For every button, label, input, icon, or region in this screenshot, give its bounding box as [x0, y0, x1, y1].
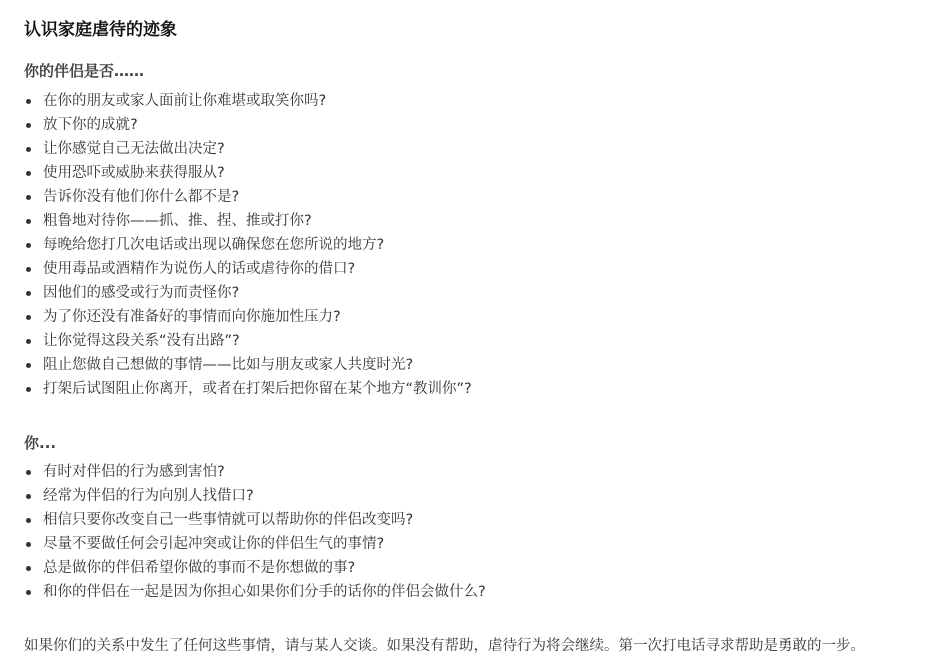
bullet-icon — [26, 219, 31, 224]
list-item — [24, 185, 472, 209]
list-item-text: 让你感觉自己无法做出决定? — [43, 141, 225, 157]
bullet-icon — [26, 243, 31, 248]
list-item-text: 和你的伴侣在一起是因为你担心如果你们分手的话你的伴侣会做什么? — [43, 584, 486, 600]
list-item-text: 为了你还没有准备好的事情而向你施加性压力? — [43, 309, 341, 325]
list-item-text: 放下你的成就? — [43, 117, 138, 133]
list-item-text: 打架后试图阻止你离开，或者在打架后把你留在某个地方“教训你”? — [43, 381, 472, 397]
bullet-icon — [26, 123, 31, 128]
list-item — [24, 257, 472, 281]
list-item — [24, 580, 486, 604]
bullet-icon — [26, 99, 31, 104]
list-item — [24, 532, 486, 556]
bullet-icon — [26, 590, 31, 595]
self-signs-list — [24, 460, 486, 604]
list-item — [24, 460, 486, 484]
bullet-icon — [26, 542, 31, 547]
partner-section-heading: 你的伴侣是否…… — [24, 62, 145, 80]
list-item — [24, 556, 486, 580]
list-item-text: 有时对伴侣的行为感到害怕? — [43, 464, 225, 480]
bullet-icon — [26, 518, 31, 523]
bullet-icon — [26, 387, 31, 392]
list-item — [24, 209, 472, 233]
list-item-text: 使用毒品或酒精作为说伤人的话或虐待你的借口? — [43, 261, 356, 277]
list-item-text: 使用恐吓或威胁来获得服从? — [43, 165, 225, 181]
list-item — [24, 89, 472, 113]
list-item — [24, 113, 472, 137]
bullet-icon — [26, 147, 31, 152]
list-item — [24, 484, 486, 508]
list-item-text: 经常为伴侣的行为向别人找借口? — [43, 488, 254, 504]
list-item-text: 因他们的感受或行为而责怪你? — [43, 285, 240, 301]
list-item — [24, 281, 472, 305]
list-item — [24, 329, 472, 353]
list-item — [24, 137, 472, 161]
list-item — [24, 305, 472, 329]
bullet-icon — [26, 470, 31, 475]
closing-paragraph: 如果你们的关系中发生了任何这些事情，请与某人交谈。如果没有帮助，虐待行为将会继续。第一次打电话寻求帮助是勇敢的一步。 — [24, 638, 865, 654]
list-item — [24, 161, 472, 185]
bullet-icon — [26, 494, 31, 499]
list-item-text: 在你的朋友或家人面前让你难堪或取笑你吗? — [43, 93, 327, 109]
list-item-text: 总是做你的伴侣希望你做的事而不是你想做的事? — [43, 560, 356, 576]
list-item — [24, 377, 472, 401]
bullet-icon — [26, 291, 31, 296]
you-section-heading: 你... — [24, 434, 57, 452]
list-item-text: 每晚给您打几次电话或出现以确保您在您所说的地方? — [43, 237, 385, 253]
partner-signs-list — [24, 89, 472, 401]
list-item-text: 粗鲁地对待你——抓、推、捏、推或打你? — [43, 213, 312, 229]
bullet-icon — [26, 171, 31, 176]
bullet-icon — [26, 339, 31, 344]
list-item-text: 尽量不要做任何会引起冲突或让你的伴侣生气的事情? — [43, 536, 385, 552]
list-item — [24, 508, 486, 532]
page-title: 认识家庭虐待的迹象 — [24, 20, 177, 40]
list-item — [24, 353, 472, 377]
bullet-icon — [26, 363, 31, 368]
list-item-text: 告诉你没有他们你什么都不是? — [43, 189, 240, 205]
bullet-icon — [26, 267, 31, 272]
bullet-icon — [26, 315, 31, 320]
bullet-icon — [26, 566, 31, 571]
list-item-text: 让你觉得这段关系“没有出路”? — [43, 333, 240, 349]
list-item-text: 阻止您做自己想做的事情——比如与朋友或家人共度时光? — [43, 357, 414, 373]
list-item — [24, 233, 472, 257]
bullet-icon — [26, 195, 31, 200]
list-item-text: 相信只要你改变自己一些事情就可以帮助你的伴侣改变吗? — [43, 512, 414, 528]
